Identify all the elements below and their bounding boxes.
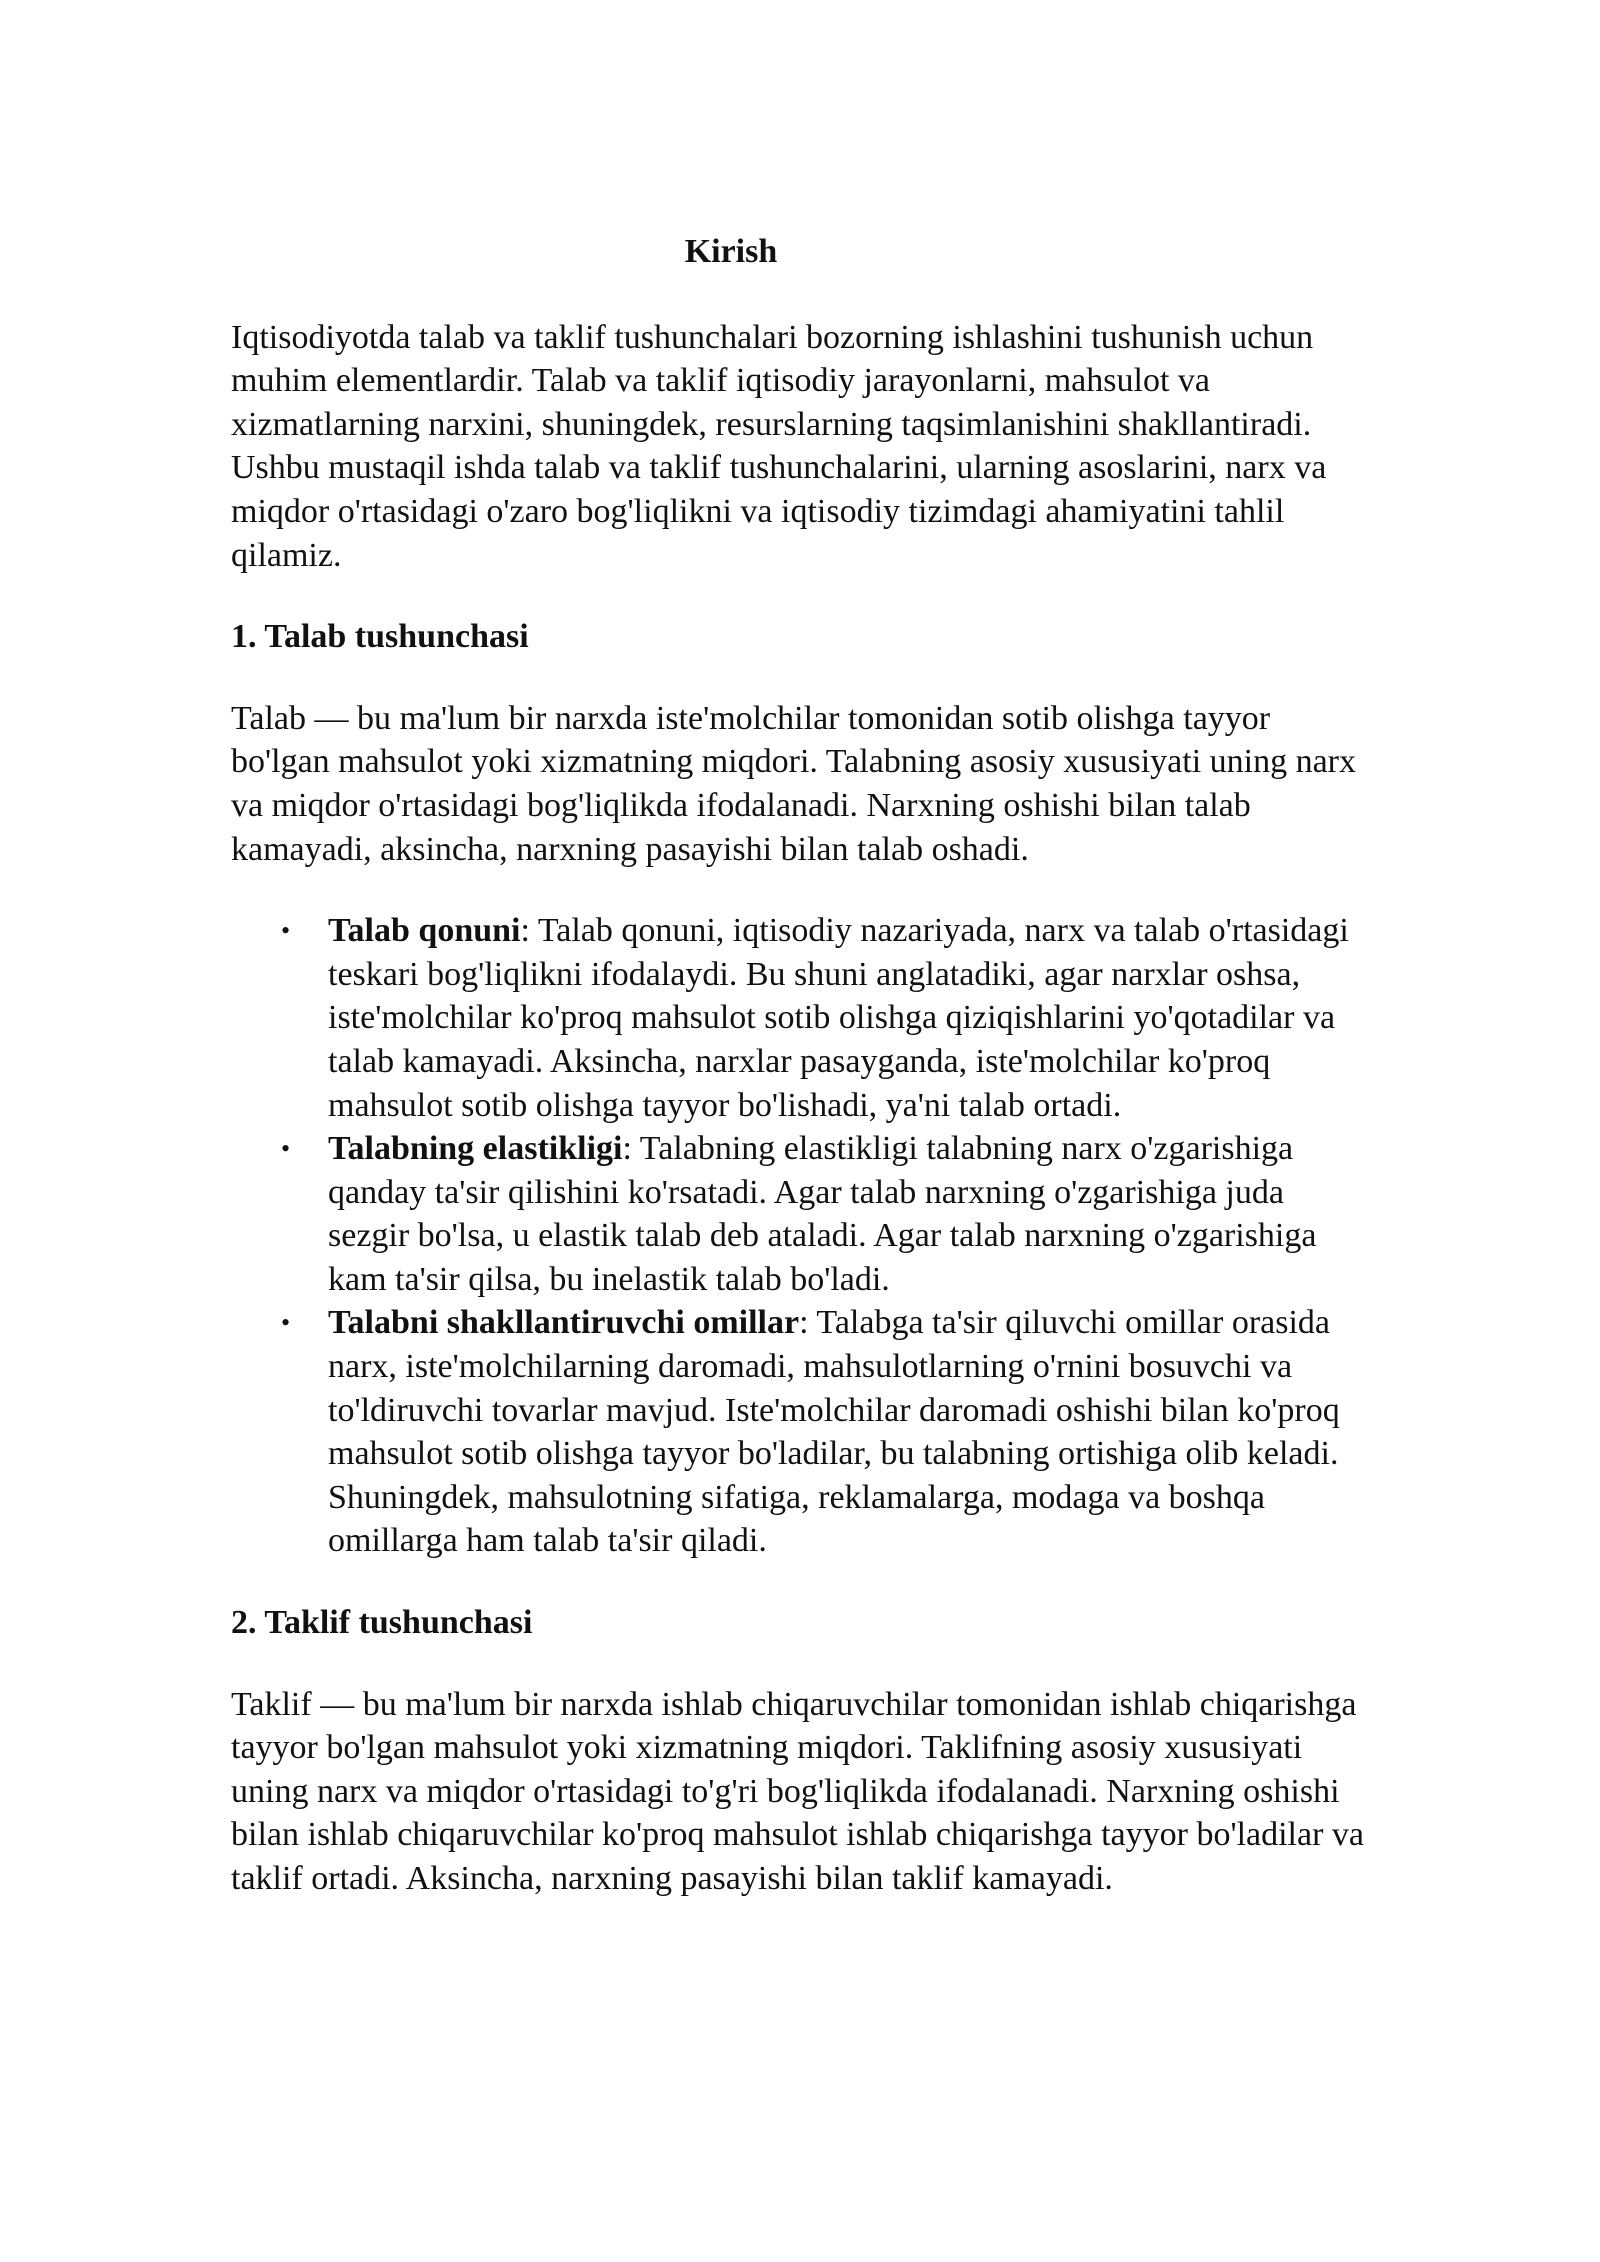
bullet-term: Talab qonuni xyxy=(328,912,521,950)
intro-paragraph: Iqtisodiyotda talab va taklif tushunchalari bozorning ishlashini tushunish uchun muhim elementlardir. Talab va taklif iqtisodiy jarayonlarni, mahsulot va xizmatlarning narxini, shuningdek, resurslarning taqsimlanishini shakllantiradi. Ushbu mustaqil ishda talab va taklif tushunchalarini, ularning asoslarini, narx va miqdor o'rtasidagi o'zaro bog'liqlikni va iqtisodiy tizimdagi ahamiyatini tahlil qilamiz. xyxy=(231,318,1327,574)
section-2-paragraph: Taklif — bu ma'lum bir narxda ishlab chiqaruvchilar tomonidan ishlab chiqarishga tayyor bo'lgan mahsulot yoki xizmatning miqdori. Taklifning asosiy xususiyati uning narx va miqdor o'rtasidagi to'g'ri bog'liqlikda ifodalanadi. Narxning oshishi bilan ishlab chiqaruvchilar ko'proq mahsulot ishlab chiqarishga tayyor bo'ladilar va taklif ortadi. Aksincha, narxning pasayishi bilan taklif kamayadi. xyxy=(231,1685,1365,1897)
bullet-text: : Talabning elastikligi talabning narx o'zgarishiga qanday ta'sir qilishini ko'rsatadi. Agar talab narxning o'zgarishiga juda sezgir bo'lsa, u elastik talab deb ataladi. Agar talab narxning o'zgarishiga kam ta'sir qilsa, bu inelastik talab bo'ladi. xyxy=(328,1130,1317,1298)
section-1-paragraph: Talab — bu ma'lum bir narxda iste'molchilar tomonidan sotib olishga tayyor bo'lgan mahsulot yoki xizmatning miqdori. Talabning asosiy xususiyati uning narx va miqdor o'rtasidagi bog'liqlikda ifodalanadi. Narxning oshishi bilan talab kamayadi, aksincha, narxning pasayishi bilan talab oshadi. xyxy=(231,699,1357,868)
bullet-term: Talabni shakllantiruvchi omillar xyxy=(328,1304,800,1342)
list-item xyxy=(231,909,1371,1127)
list-item xyxy=(231,1301,1371,1563)
bullet-text: : Talabga ta'sir qiluvchi omillar orasida narx, iste'molchilarning daromadi, mahsulotlarning o'rnini bosuvchi va to'ldiruvchi tovarlar mavjud. Iste'molchilar daromadi oshishi bilan ko'proq mahsulot sotib olishga tayyor bo'ladilar, bu talabning ortishiga olib keladi. Shuningdek, mahsulotning sifatiga, reklamalarga, modaga va boshqa omillarga ham talab ta'sir qiladi. xyxy=(328,1304,1340,1560)
document-title: Kirish xyxy=(684,233,778,270)
list-item xyxy=(231,1127,1371,1301)
bullet-text: : Talab qonuni, iqtisodiy nazariyada, narx va talab o'rtasidagi teskari bog'liqlikni ifodalaydi. Bu shuni anglatadiki, agar narxlar oshsa, iste'molchilar ko'proq mahsulot sotib olishga qiziqishlarini yo'qotadilar va talab kamayadi. Aksincha, narxlar pasayganda, iste'molchilar ko'proq mahsulot sotib olishga tayyor bo'lishadi, ya'ni talab ortadi. xyxy=(328,912,1349,1124)
document-body xyxy=(231,230,1371,1939)
section-1-heading: 1. Talab tushunchasi xyxy=(231,618,529,656)
bullet-icon: • xyxy=(281,1134,291,1164)
section-1-bullet-list xyxy=(231,909,1371,1563)
bullet-term: Talabning elastikligi xyxy=(328,1130,623,1168)
bullet-icon: • xyxy=(281,1308,291,1338)
bullet-icon: • xyxy=(281,916,291,946)
section-2-heading: 2. Taklif tushunchasi xyxy=(231,1604,533,1642)
